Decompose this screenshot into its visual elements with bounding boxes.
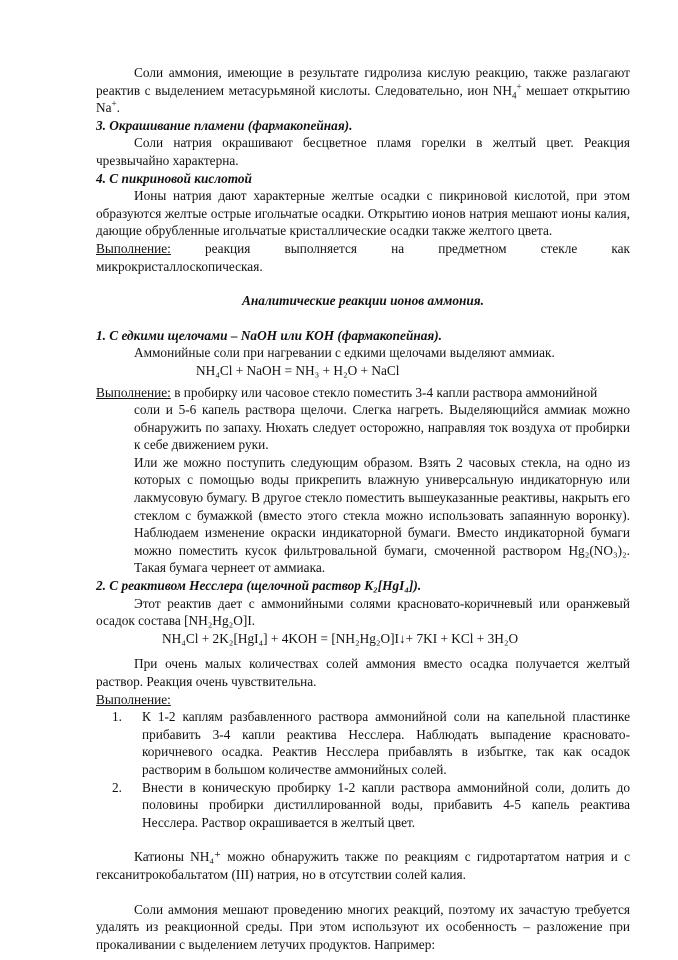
execution-label: Выполнение: [96,240,171,256]
paragraph-execution-alkali-rest: соли и 5-6 капель раствора щелочи. Слегка нагреть. Выделяющийся аммиак можно обнаружить по запаху. Нюхать следует осторожно, направляя ток воздуха от пробирки к себе движением руки. [134,402,630,453]
superscript: + [516,81,522,92]
execution-label: Выполнение: [96,691,171,707]
section-title: Аналитические реакции ионов аммония. [242,293,484,309]
text: . [116,100,120,116]
subscript: 4 [511,90,517,101]
text: мешает открытию Na [96,82,630,116]
list-item-text: Внести в коническую пробирку 1-2 капли раствора аммонийной соли, долить до половины пробирки дистиллированной воды, прибавить 4-5 капель реактива Несслера. Раствор окрашивается в желтый цвет. [142,779,630,830]
paragraph-execution-alternative: Или же можно поступить следующим образом. Взять 2 часовых стекла, на одно из которых с помощью воды прикрепить влажную универсальную индикаторную или лакмусовую бумагу. В другое стекло поместить вышеуказанные реактивы, накрыть его стеклом с бумажкой (вместо этого стекла можно использовать запаянную воронку). Наблюдаем изменение окраски индикаторной бумаги. Вместо индикаторной бумаги можно поместить кусок фильтровальной бумаги, смоченной раствором Hg₂(NO₃)₂. Такая бумага чернеет от аммиака. [134,454,630,576]
heading-flame-coloring: 3. Окрашивание пламени (фармакопейная). [96,117,353,133]
paragraph-execution-micro [96,240,630,258]
paragraph-ammonium-removal: Соли аммония мешают проведению многих реакций, поэтому их зачастую требуется удалять из реакционной среды. При этом используют их особенность – разложение при прокаливании с выделением летучих продуктов. Например: [96,901,630,952]
text: Соли аммония, имеющие в результате гидролиза кислую реакцию, также разлагают реактив с выделением метасурьмяной кислоты. Следовательно, ион NH [96,65,630,98]
list-item-number: 2. [112,779,122,795]
equation-1: NH₄Cl + NaOH = NH₃ + H₂O + NaCl [196,362,400,378]
text: в пробирку или часовое стекло поместить 3-4 капли раствора аммонийной [170,384,598,400]
paragraph-flame: Соли натрия окрашивают бесцветное пламя горелки в желтый цвет. Реакция чрезвычайно характерна. [96,135,630,168]
paragraph-nessler: Этот реактив дает с аммонийными солями красновато-коричневый или оранжевый осадок состава [NH₂Hg₂O]I. [96,595,630,629]
text: реакция выполняется на предметном стекле как [170,240,630,256]
execution-list [96,708,630,831]
list-item [96,779,630,832]
list-item [96,708,630,778]
paragraph-execution-alkali [96,384,630,402]
paragraph-alkali: Аммонийные соли при нагревании с едкими щелочами выделяют аммиак. [134,345,555,361]
paragraph-execution-micro-end: микрокристаллоскопическая. [96,258,263,274]
heading-nessler: 2. С реактивом Несслера (щелочной раствор K₂[HgI₄]). [96,578,422,594]
list-item-number: 1. [112,709,122,725]
document-page [96,64,630,953]
paragraph-cations: Катионы NH₄⁺ можно обнаружить также по реакциям с гидротартатом натрия и с гексанитрокобальтатом (III) натрия, но в отсутствии солей калия. [96,849,630,882]
paragraph-nessler-2: При очень малых количествах солей аммония вместо осадка получается желтый раствор. Реакция очень чувствительна. [96,656,630,689]
heading-picric-acid: 4. С пикриновой кислотой [96,170,252,186]
heading-alkali: 1. С едкими щелочами – NaOH или KOH (фармакопейная). [96,327,442,343]
equation-2: NH₄Cl + 2K₂[HgI₄] + 4KOH = [NH₂Hg₂O]I↓+ 7KI + KCl + 3H₂O [162,630,519,646]
paragraph-ammonium-interference [96,64,630,117]
superscript: + [111,98,117,109]
paragraph-picric: Ионы натрия дают характерные желтые осадки с пикриновой кислотой, при этом образуются желтые острые игольчатые осадки. Открытию ионов натрия мешают ионы калия, дающие обрубленные игольчатые кристаллические осадки также желтого цвета. [96,188,630,239]
list-item-text: К 1-2 каплям разбавленного раствора аммонийной соли на капельной пластинке прибавить 3-4 капли реактива Несслера. Наблюдать выпадение красновато-коричневого осадка. Реактив Несслера прибавлять в избытке, так как осадок растворим в большом количестве аммонийных солей. [142,709,630,777]
execution-label: Выполнение: [96,384,171,400]
